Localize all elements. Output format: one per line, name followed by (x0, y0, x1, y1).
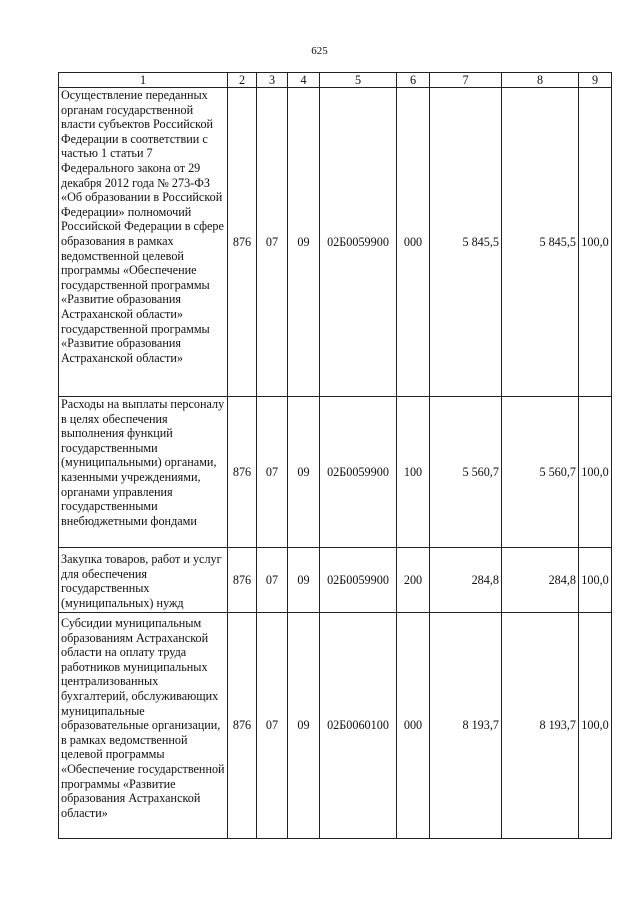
cell-ministry-code: 876 (228, 548, 257, 613)
cell-percent: 100,0 (579, 397, 612, 548)
cell-expense-type: 000 (397, 613, 430, 839)
column-header: 3 (257, 73, 288, 88)
cell-section: 07 (257, 397, 288, 548)
budget-table (58, 72, 612, 839)
column-header: 5 (320, 73, 397, 88)
column-header: 6 (397, 73, 430, 88)
column-header: 9 (579, 73, 612, 88)
cell-executed: 5 845,5 (502, 88, 579, 397)
column-header: 8 (502, 73, 579, 88)
column-header: 2 (228, 73, 257, 88)
row-description: Расходы на выплаты персоналу в целях обеспечения выполнения функций государственными (муниципальными) органами, казенными учреждениями, органами управления государственными внебюджетными фондами (59, 397, 228, 548)
cell-executed: 5 560,7 (502, 397, 579, 548)
cell-planned: 284,8 (430, 548, 502, 613)
row-description: Субсидии муниципальным образованиям Астраханской области на оплату труда работников муниципальных централизованных бухгалтерий, обслуживающих муниципальные образовательные организации, в рамках ведомственной целевой программы «Обеспечение государственной программы «Развитие образования Астраханской области» (59, 613, 228, 839)
column-header: 1 (59, 73, 228, 88)
row-description: Осуществление переданных органам государственной власти субъектов Российской Федерации в соответствии с частью 1 статьи 7 Федерального закона от 29 декабря 2012 года № 273-ФЗ «Об образовании в Российской Федерации» полномочий Российской Федерации в сфере образования в рамках ведомственной целевой программы «Обеспечение государственной программы «Развитие образования Астраханской области» государственной программы «Развитие образования Астраханской области» (59, 88, 228, 397)
cell-percent: 100,0 (579, 613, 612, 839)
cell-executed: 8 193,7 (502, 613, 579, 839)
cell-expense-type: 100 (397, 397, 430, 548)
row-description: Закупка товаров, работ и услуг для обеспечения государственных (муниципальных) нужд (59, 548, 228, 613)
table-row (59, 613, 612, 839)
cell-ministry-code: 876 (228, 613, 257, 839)
table-row (59, 397, 612, 548)
cell-section: 07 (257, 548, 288, 613)
cell-percent: 100,0 (579, 88, 612, 397)
cell-target-item: 02Б0059900 (320, 397, 397, 548)
table-row (59, 548, 612, 613)
cell-target-item: 02Б0059900 (320, 88, 397, 397)
cell-target-item: 02Б0059900 (320, 548, 397, 613)
cell-ministry-code: 876 (228, 397, 257, 548)
cell-percent: 100,0 (579, 548, 612, 613)
table-row (59, 88, 612, 397)
cell-section: 07 (257, 613, 288, 839)
cell-subsection: 09 (288, 613, 320, 839)
cell-planned: 8 193,7 (430, 613, 502, 839)
column-header: 4 (288, 73, 320, 88)
cell-target-item: 02Б0060100 (320, 613, 397, 839)
column-header: 7 (430, 73, 502, 88)
page-number: 625 (311, 45, 328, 57)
cell-expense-type: 000 (397, 88, 430, 397)
cell-expense-type: 200 (397, 548, 430, 613)
cell-section: 07 (257, 88, 288, 397)
header-row (59, 73, 612, 88)
cell-ministry-code: 876 (228, 88, 257, 397)
cell-planned: 5 560,7 (430, 397, 502, 548)
cell-executed: 284,8 (502, 548, 579, 613)
cell-planned: 5 845,5 (430, 88, 502, 397)
cell-subsection: 09 (288, 548, 320, 613)
cell-subsection: 09 (288, 397, 320, 548)
cell-subsection: 09 (288, 88, 320, 397)
